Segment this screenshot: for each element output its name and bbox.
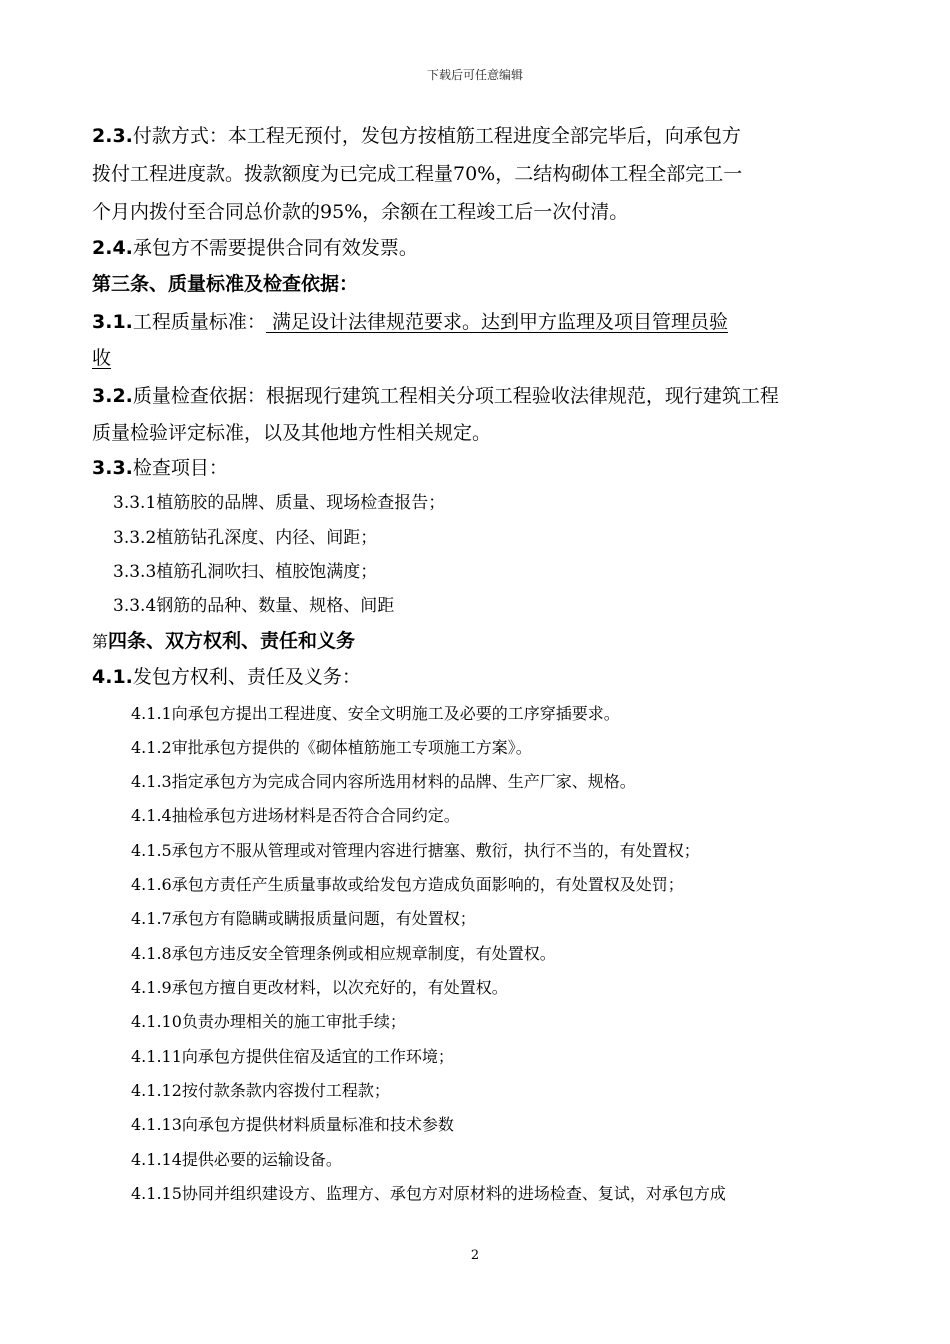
clause-number: 4.1. <box>92 666 133 688</box>
clause-text: 付款方式：本工程无预付，发包方按植筋工程进度全部完毕后，向承包方 <box>132 125 741 147</box>
clause-number: 2.3. <box>92 125 133 147</box>
clause-number: 3.1. <box>92 311 133 333</box>
clause-number: 3.2. <box>92 385 133 407</box>
list-item: 4.1.5承包方不服从管理或对管理内容进行搪塞、敷衍，执行不当的，有处置权； <box>131 841 700 860</box>
clause-3-1-line-1 <box>92 310 728 334</box>
clause-2-3-line-3: 个月内拨付至合同总价款的95%，余额在工程竣工后一次付清。 <box>92 201 629 223</box>
list-item: 3.3.3植筋孔洞吹扫、植胶饱满度； <box>113 562 378 582</box>
page-header: 下载后可任意编辑 <box>426 68 523 82</box>
list-item: 4.1.3指定承包方为完成合同内容所选用材料的品牌、生产厂家、规格。 <box>131 772 636 791</box>
clause-text: 承包方不需要提供合同有效发票。 <box>132 237 418 259</box>
clause-4-1 <box>92 665 361 689</box>
clause-number: 3.3. <box>92 457 133 479</box>
clause-text: 发包方权利、责任及义务： <box>132 666 361 688</box>
clause-number: 2.4. <box>92 237 133 259</box>
article-title: 四条、双方权利、责任和义务 <box>108 630 356 652</box>
list-item: 4.1.12按付款条款内容拨付工程款； <box>131 1081 390 1100</box>
article-4-heading <box>92 629 355 654</box>
clause-3-2-line-2: 质量检验评定标准，以及其他地方性相关规定。 <box>92 422 492 444</box>
clause-2-3-line-1 <box>92 124 741 148</box>
list-item: 4.1.15协同并组织建设方、监理方、承包方对原材料的进场检查、复试，对承包方成 <box>131 1184 726 1203</box>
article-prefix: 第 <box>92 632 109 651</box>
article-3-heading: 第三条、质量标准及检查依据： <box>92 273 359 295</box>
clause-3-1-line-2: 收 <box>92 347 112 369</box>
list-item: 4.1.13向承包方提供材料质量标准和技术参数 <box>131 1115 454 1134</box>
list-item: 4.1.7承包方有隐瞒或瞒报质量问题，有处置权； <box>131 909 476 928</box>
list-item: 4.1.2审批承包方提供的《砌体植筋施工专项施工方案》。 <box>131 738 532 757</box>
clause-text: 检查项目： <box>132 457 228 479</box>
list-item: 3.3.2植筋钻孔深度、内径、间距； <box>113 528 378 548</box>
list-item: 4.1.11向承包方提供住宿及适宜的工作环境； <box>131 1047 454 1066</box>
clause-3-2-line-1 <box>92 384 779 408</box>
quality-standard-value: 满足设计法律规范要求。达到甲方监理及项目管理员验 <box>265 311 728 333</box>
list-item: 3.3.4钢筋的品种、数量、规格、间距 <box>113 596 395 616</box>
clause-2-3-line-2: 拨付工程进度款。拨款额度为已完成工程量70%，二结构砌体工程全部完工一 <box>92 163 743 185</box>
list-item: 4.1.4抽检承包方进场材料是否符合合同约定。 <box>131 806 460 825</box>
list-item: 4.1.14提供必要的运输设备。 <box>131 1150 342 1169</box>
list-item: 4.1.8承包方违反安全管理条例或相应规章制度，有处置权。 <box>131 944 556 963</box>
page-number: 2 <box>470 1248 480 1263</box>
list-item: 4.1.1向承包方提出工程进度、安全文明施工及必要的工序穿插要求。 <box>131 704 620 723</box>
clause-3-3 <box>92 456 228 480</box>
list-item: 3.3.1植筋胶的品牌、质量、现场检查报告； <box>113 493 446 513</box>
clause-text: 质量检查依据：根据现行建筑工程相关分项工程验收法律规范，现行建筑工程 <box>132 385 779 407</box>
list-item: 4.1.9承包方擅自更改材料，以次充好的，有处置权。 <box>131 978 508 997</box>
clause-2-4 <box>92 236 418 260</box>
list-item: 4.1.6承包方责任产生质量事故或给发包方造成负面影响的，有处置权及处罚； <box>131 875 684 894</box>
clause-label: 工程质量标准： <box>132 311 266 333</box>
list-item: 4.1.10负责办理相关的施工审批手续； <box>131 1012 406 1031</box>
